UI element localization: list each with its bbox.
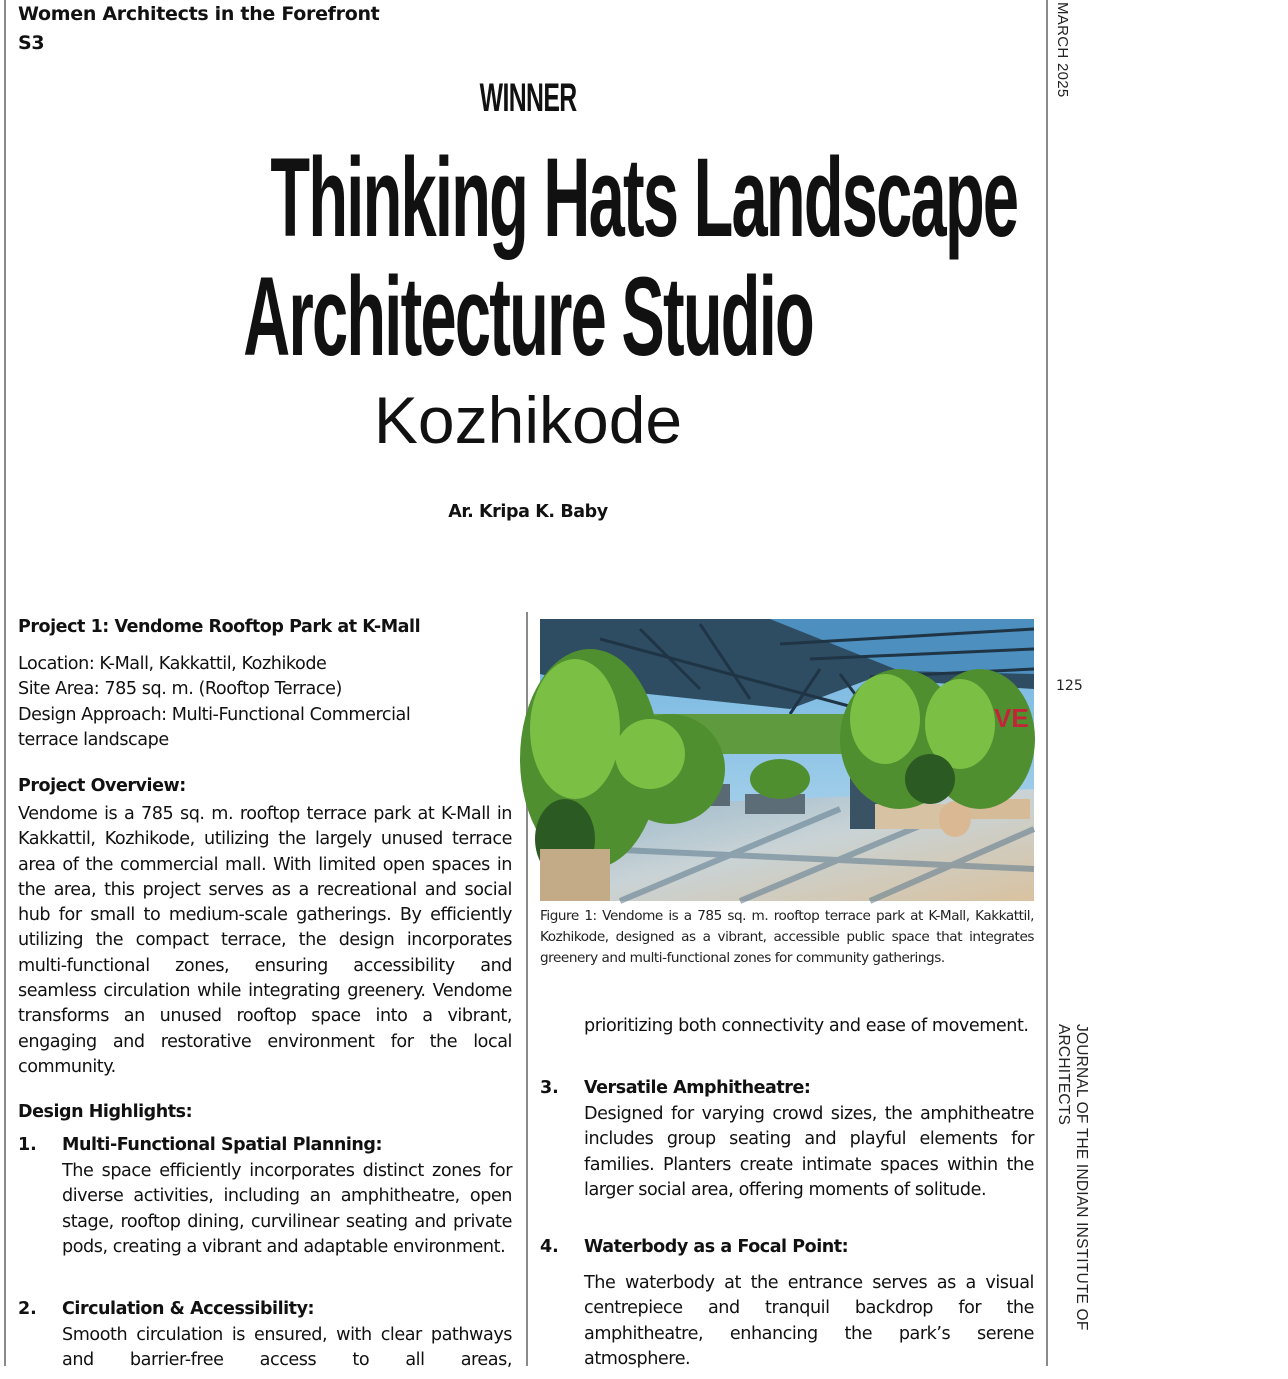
page-number: 125 — [1056, 678, 1083, 694]
sign-letters: VE — [994, 703, 1029, 733]
highlight-text: Designed for varying crowd sizes, the amphitheatre includes group seating and playful elements for families. Planters create intimate spaces within the larger social area, offering moments of solitude. — [584, 1104, 1034, 1200]
figure-caption: Figure 1: Vendome is a 785 sq. m. rooftop terrace park at K-Mall, Kakkattil, Kozhikode, designed as a vibrant, accessible public space that integrates greenery and multi-functional zones for community gatherings. — [540, 908, 1034, 966]
award-text: WINNER — [479, 76, 577, 120]
running-header — [18, 0, 379, 58]
city-subtitle: Kozhikode — [373, 383, 683, 457]
series-title: Women Architects in the Forefront — [18, 3, 380, 25]
highlight-text: The space efficiently incorporates distinct zones for diverse activities, including an amphitheatre, open stage, rooftop dining, curvilinear seating and private pods, creating a vibrant and adaptable environment. — [62, 1161, 512, 1257]
section-code: S3 — [18, 32, 45, 54]
studio-title-text-2: Architecture Studio — [243, 254, 813, 379]
studio-title-line-2 — [0, 254, 1056, 379]
meta-site-area: Site Area: 785 sq. m. (Rooftop Terrace) — [18, 679, 342, 700]
highlight-number: 2. — [18, 1299, 37, 1319]
highlight-text-continued: prioritizing both connectivity and ease of movement. — [584, 1016, 1029, 1036]
figure-photo — [540, 619, 1034, 901]
studio-title-line-1 — [0, 135, 1056, 260]
highlight-text: The waterbody at the entrance serves as a visual centrepiece and tranquil backdrop for the amphitheatre, enhancing the park’s serene atmosphere. — [584, 1273, 1034, 1369]
overview-heading: Project Overview: — [18, 776, 186, 796]
highlight-number: 1. — [18, 1135, 37, 1155]
meta-location: Location: K-Mall, Kakkattil, Kozhikode — [18, 654, 327, 674]
highlight-heading: Versatile Amphitheatre: — [584, 1078, 811, 1098]
studio-title-text-1: Thinking Hats Landscape — [270, 135, 1018, 260]
project-title: Project 1: Vendome Rooftop Park at K-Mall — [18, 617, 421, 637]
highlight-text: Smooth circulation is ensured, with clear pathways and barrier-free access to all areas, — [62, 1325, 512, 1371]
highlight-heading: Circulation & Accessibility: — [62, 1299, 315, 1319]
overview-text: Vendome is a 785 sq. m. rooftop terrace park at K-Mall in Kakkattil, Kozhikode, utilizing the largely unused terrace area of the commercial mall. With limited open spaces in the area, this project serves as a recreational and social hub for small to medium-scale gatherings. By efficiently utilizing the compact terrace, the design incorporates multi-functional zones, ensuring accessibility and seamless circulation while integrating greenery. Vendome transforms an unused rooftop space into a vibrant, engaging and restorative environment for the local community. — [18, 804, 512, 1077]
highlight-number: 3. — [540, 1078, 559, 1098]
meta-design-approach-cont: terrace landscape — [18, 729, 169, 750]
author-byline: Ar. Kripa K. Baby — [448, 502, 608, 522]
issue-date: MARCH 2025 — [1054, 2, 1071, 98]
highlight-number: 4. — [540, 1237, 559, 1257]
award-label — [0, 76, 1056, 120]
journal-name: JOURNAL OF THE INDIAN INSTITUTE OF ARCHITECTS — [1055, 1024, 1090, 1331]
highlights-heading: Design Highlights: — [18, 1102, 193, 1122]
highlight-heading: Waterbody as a Focal Point: — [584, 1237, 849, 1257]
meta-design-approach: Design Approach: Multi-Functional Commercial — [18, 704, 411, 725]
highlight-heading: Multi-Functional Spatial Planning: — [62, 1135, 383, 1155]
rooftop-park-image — [540, 619, 1034, 901]
project-meta — [18, 652, 518, 753]
